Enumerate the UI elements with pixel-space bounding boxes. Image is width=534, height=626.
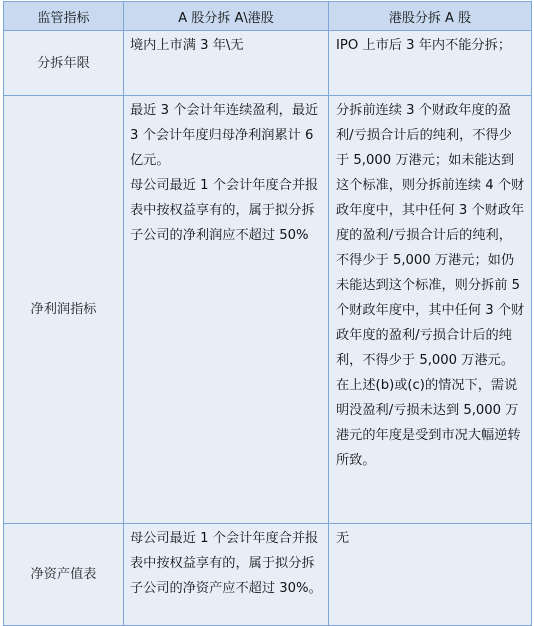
a-share-cell: [124, 31, 329, 96]
row-label: 分拆年限: [4, 31, 124, 96]
hk-share-cell: [329, 96, 532, 524]
header-a-share-spinoff: A 股分拆 A\港股: [124, 2, 329, 31]
hk-share-cell: [329, 524, 532, 626]
a-share-cell: [124, 524, 329, 626]
cell-text: 母公司最近 1 个会计年度合并报表中按权益享有的，属于拟分拆子公司的净利润应不超过 50%: [130, 178, 319, 243]
table-row: [4, 96, 532, 524]
cell-text: 无: [336, 531, 350, 546]
header-hk-share-spinoff: 港股分拆 A 股: [329, 2, 532, 31]
spin-off-comparison-table: [3, 1, 532, 626]
row-label: 净利润指标: [4, 96, 124, 524]
header-indicator: 监管指标: [4, 2, 124, 31]
header-row: [4, 2, 532, 31]
cell-text: 最近 3 个会计年连续盈利，最近 3 个会计年度归母净利润累计 6 亿元。: [130, 103, 319, 168]
cell-text: 在上述(b)或(c)的情况下，需说明没盈利/亏损未达到 5,000 万港元的年度是受到市况大幅逆转所致。: [336, 378, 521, 468]
cell-text: IPO 上市后 3 年内不能分拆；: [336, 38, 512, 53]
cell-text: 境内上市满 3 年\无: [130, 38, 244, 53]
cell-text: 分拆前连续 3 个财政年度的盈利/亏损合计后的纯利，不得少于 5,000 万港元；如未能达到这个标准，则分拆前连续 4 个财政年度中，其中任何 3 个财政年度的盈利/亏损合计后的纯利，不得少于 5,000 万港元；如仍未能达到这个标准，则分拆前 5 个财政年度中，其中任何 3 个财政年度的盈利/亏损合计后的纯利，不得少于 5,000 万港元。: [336, 103, 525, 368]
cell-text: 母公司最近 1 个会计年度合并报表中按权益享有的，属于拟分拆子公司的净资产应不超过 30%。: [130, 531, 322, 596]
table-row: [4, 524, 532, 626]
table-row: [4, 31, 532, 96]
row-label: 净资产值表: [4, 524, 124, 626]
hk-share-cell: [329, 31, 532, 96]
a-share-cell: [124, 96, 329, 524]
